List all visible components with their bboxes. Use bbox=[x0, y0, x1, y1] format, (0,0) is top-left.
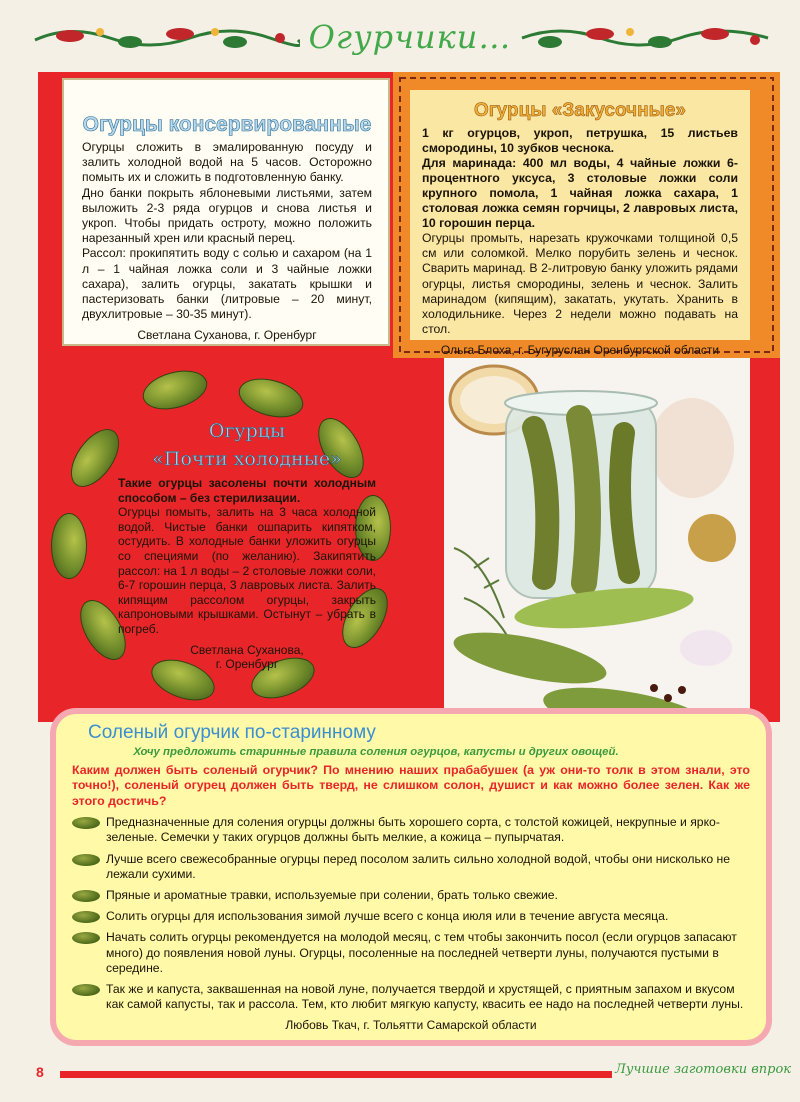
publication-title: Лучшие заготовки впрок bbox=[615, 1062, 792, 1077]
list-item: Предназначенные для соления огурцы должны быть хорошего сорта, с толстой кожицей, некрупные и ярко-зеленые. Семечки у таких огурцов должны быть мелкие, а кожица – пупырчатая. bbox=[72, 815, 750, 845]
article-author: Любовь Ткач, г. Тольятти Самарской области bbox=[285, 1018, 537, 1033]
list-item: Начать солить огурцы рекомендуется на молодой месяц, с тем чтобы закончить посол (если огурцов запасают много) до появления новой луны. Огурцы, посоленные на последней четверти луны, получаются пустыми в середине. bbox=[72, 930, 750, 976]
floral-ornament-left bbox=[30, 18, 300, 58]
floral-ornament-right bbox=[520, 18, 770, 58]
recipe-author: Ольга Блоха, г. Бугуруслан Оренбургской области bbox=[440, 343, 720, 358]
pickled-cucumbers-photo bbox=[444, 358, 750, 756]
cucumber-image bbox=[51, 513, 87, 579]
page-footer bbox=[0, 1060, 800, 1090]
list-item: Пряные и ароматные травки, используемые при солении, брать только свежие. bbox=[72, 888, 750, 903]
recipe-ingredients: 1 кг огурцов, укроп, петрушка, 15 листьев смородины, 10 зубков чеснока. bbox=[422, 126, 738, 155]
recipe-marinade: Для маринада: 400 мл воды, 4 чайные ложки 6-процентного уксуса, 3 столовые ложки соли крупного помола, 1 чайная ложка сахара, 1 столовая ложка семян горчицы, 2 лавровых листа, 10 горошин перца. bbox=[422, 156, 738, 230]
recipe-title: Огурцы «Закусочные» bbox=[473, 100, 686, 121]
jar-illustration bbox=[444, 358, 750, 756]
recipe-title-line: Огурцы bbox=[208, 420, 286, 442]
cucumber-bullet-icon bbox=[72, 890, 100, 902]
page-title: Огурчики… bbox=[308, 18, 512, 56]
recipe-title-line: «Почти холодные» bbox=[152, 448, 342, 470]
recipe-paragraph: Огурцы сложить в эмалированную посуду и залить холодной водой на 5 часов. Осторожно помыть их и сложить в подготовленную банку. bbox=[82, 140, 372, 185]
recipe-paragraph: Огурцы помыть, залить на 3 часа холодной водой. Чистые банки ошпарить кипятком, остудить. В холодные банки уложить огурцы со специями (по желанию). Закипятить рассол: на 1 л воды – 2 столовые ложки соли, 6-7 горошин перца, 3 лавровых листа. Залить кипящим рассолом огурцы, закрыть капроновыми крышками. Остынут – убрать в погреб. bbox=[118, 505, 376, 636]
recipe-paragraph: Огурцы промыть, нарезать кружочками толщиной 0,5 см или соломкой. Мелко порубить зелень и чеснок. Сварить маринад. В 2-литровую банку уложить рядами огурцы, листья смородины, зелень и чеснок. Залить маринадом (кипящим), закатать, укутать. Хранить в холодильнике. Через 2 недели можно подавать на стол. bbox=[422, 231, 738, 337]
cucumber-bullet-icon bbox=[72, 984, 100, 996]
recipe-author: Светлана Суханова, г. Оренбург bbox=[137, 328, 317, 343]
cucumber-bullet-icon bbox=[72, 932, 100, 944]
recipe-intro: Такие огурцы засолены почти холодным способом – без стерилизации. bbox=[118, 476, 376, 505]
page-number: 8 bbox=[36, 1064, 44, 1080]
recipe-paragraph: Дно банки покрыть яблоневыми листьями, затем выложить 2-3 ряда огурцов и снова листья и укроп. Чтобы придать остроту, можно положить нарезанный хрен или красный перец. bbox=[82, 185, 372, 246]
recipe-title: Огурцы консервированные bbox=[82, 113, 372, 136]
article-subtitle: Хочу предложить старинные правила соления огурцов, капусты и других овощей. bbox=[133, 746, 619, 758]
article-lead: Каким должен быть соленый огурчик? По мнению наших прабабушек (а уж они-то толк в этом знали, это точно!), соленый огурец должен быть тверд, не слишком солон, душист и как можно более зелен. Как же этого достичь? bbox=[72, 763, 750, 808]
recipe-author-city: г. Оренбург bbox=[215, 656, 279, 671]
article-title: Соленый огурчик по-старинному bbox=[88, 722, 376, 743]
list-item: Так же и капуста, заквашенная на новой луне, получается твердой и хрустящей, с приятным запахом и вкусом как самой капусты, так и рассола. Тем, кто любит мягкую капусту, квасить ее надо на последней четверти луны. bbox=[72, 982, 750, 1012]
recipe-almost-cold-cucumbers bbox=[112, 420, 382, 680]
recipe-canned-cucumbers bbox=[62, 78, 390, 346]
list-item: Солить огурцы для использования зимой лучше всего с конца июля или в течение августа месяца. bbox=[72, 909, 750, 924]
cucumber-bullet-icon bbox=[72, 817, 100, 829]
article-old-style-pickles bbox=[50, 708, 772, 1046]
cucumber-bullet-icon bbox=[72, 911, 100, 923]
page-header bbox=[0, 0, 800, 70]
footer-divider bbox=[60, 1071, 612, 1078]
recipe-paragraph: Рассол: прокипятить воду с солью и сахаром (на 1 л – 1 чайная ложка соли и 3 чайные ложки сахара), залить огурцы, закатать крышки и пастеризовать банки (литровые – 20 минут, двухлитровые – 30-35 минут). bbox=[82, 246, 372, 322]
recipe-snack-cucumbers bbox=[410, 90, 750, 358]
list-item: Лучше всего свежесобранные огурцы перед посолом залить сильно холодной водой, чтобы они нисколько не лежали сухими. bbox=[72, 852, 750, 882]
cucumber-bullet-icon bbox=[72, 854, 100, 866]
recipe-author: Светлана Суханова, bbox=[190, 642, 304, 657]
